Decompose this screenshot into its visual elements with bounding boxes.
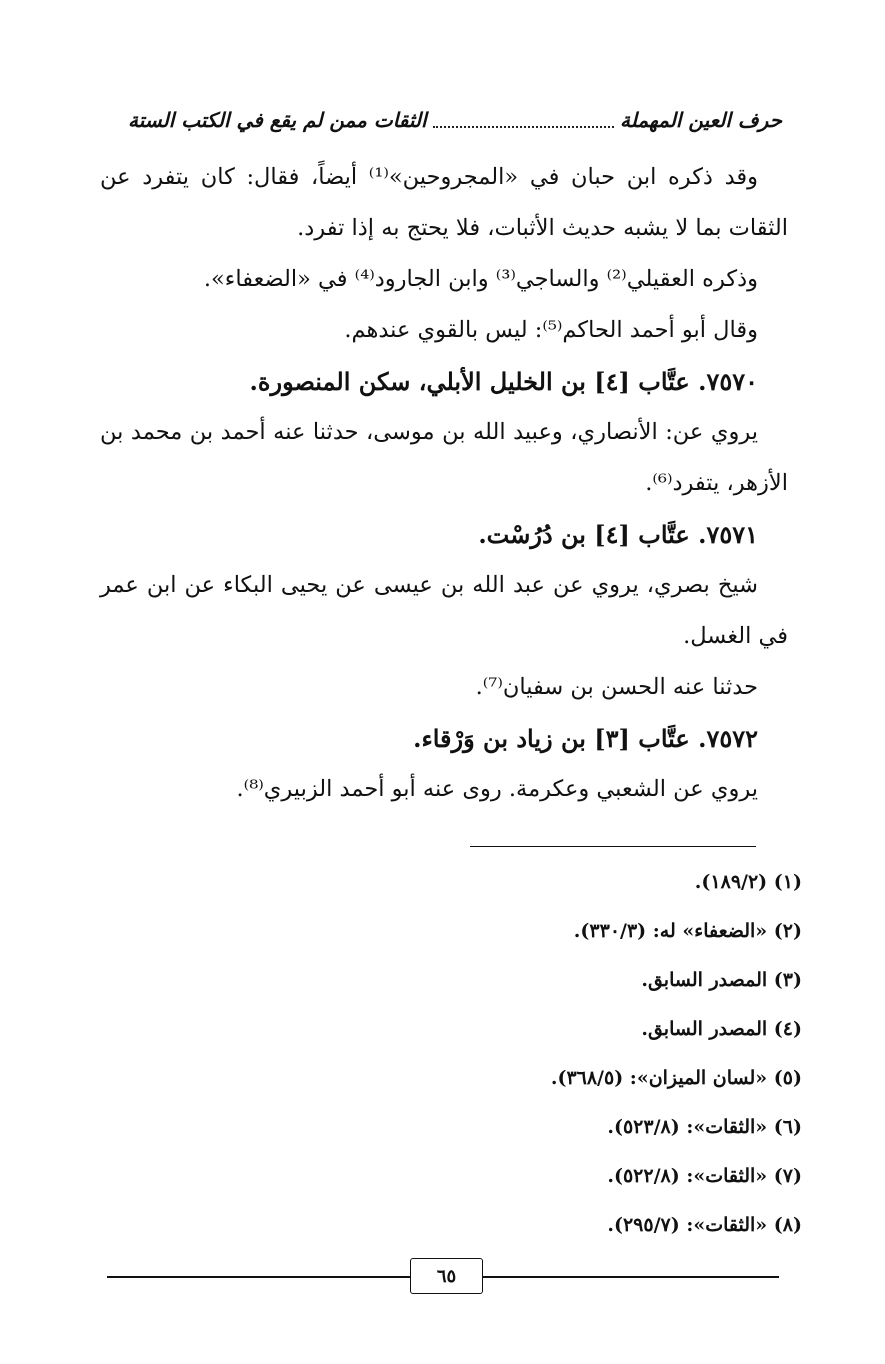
paragraph: وذكره العقيلي⁽²⁾ والساجي⁽³⁾ وابن الجارود⁽⁴⁾ في «الضعفاء». bbox=[203, 266, 758, 292]
header-chapter-title: حرف العين المهملة bbox=[620, 108, 782, 132]
footnote-item: (٨) «الثقات»: (٢٩٥/٧). bbox=[607, 1214, 802, 1236]
entry-text-7571: شيخ بصري، يروي عن عبد الله بن عيسى عن يحيى البكاء عن ابن عمر في الغسل. bbox=[100, 572, 788, 649]
running-header bbox=[128, 100, 782, 140]
paragraph: وقد ذكره ابن حبان في «المجروحين»⁽¹⁾ أيضاً، فقال: كان يتفرد عن الثقات بما لا يشبه حديث الأثبات، فلا يحتج به إذا تفرد. bbox=[100, 164, 788, 241]
page-number: ٦٥ bbox=[410, 1258, 483, 1294]
footnote-item: (٤) المصدر السابق. bbox=[641, 1018, 802, 1040]
entry-heading-7572: ٧٥٧٢. عتَّاب [٣] بن زياد بن وَرْقاء. bbox=[413, 724, 758, 753]
header-book-title: الثقات ممن لم يقع في الكتب الستة bbox=[128, 108, 427, 132]
entry-heading-7570: ٧٥٧٠. عتَّاب [٤] بن الخليل الأبلي، سكن المنصورة. bbox=[249, 367, 758, 396]
entry-text-7571-narrator: حدثنا عنه الحسن بن سفيان⁽⁷⁾. bbox=[475, 674, 758, 700]
footnote-item: (٦) «الثقات»: (٥٢٣/٨). bbox=[607, 1116, 802, 1138]
footnote-item: (١) (١٨٩/٢). bbox=[694, 871, 802, 893]
footnote-item: (٧) «الثقات»: (٥٢٢/٨). bbox=[607, 1165, 802, 1187]
entry-text-7570: يروي عن: الأنصاري، وعبيد الله بن موسى، حدثنا عنه أحمد بن محمد بن الأزهر، يتفرد⁽⁶⁾. bbox=[100, 419, 788, 496]
bottom-rule-left bbox=[107, 1276, 410, 1278]
footnote-item: (٥) «لسان الميزان»: (٣٦٨/٥). bbox=[550, 1067, 802, 1089]
bottom-rule-right bbox=[483, 1276, 779, 1278]
entry-text-7572: يروي عن الشعبي وعكرمة. روى عنه أبو أحمد الزبيري⁽⁸⁾. bbox=[236, 776, 758, 802]
footnotes bbox=[300, 858, 802, 1250]
footnote-item: (٣) المصدر السابق. bbox=[641, 969, 802, 991]
footnote-separator bbox=[470, 846, 756, 847]
paragraph: وقال أبو أحمد الحاكم⁽⁵⁾: ليس بالقوي عندهم. bbox=[344, 317, 758, 343]
footnote-item: (٢) «الضعفاء» له: (٣٣٠/٣). bbox=[573, 920, 802, 942]
main-text bbox=[100, 152, 788, 815]
entry-heading-7571: ٧٥٧١. عتَّاب [٤] بن دُرُسْت. bbox=[478, 520, 758, 549]
header-dot-leader bbox=[433, 112, 614, 128]
